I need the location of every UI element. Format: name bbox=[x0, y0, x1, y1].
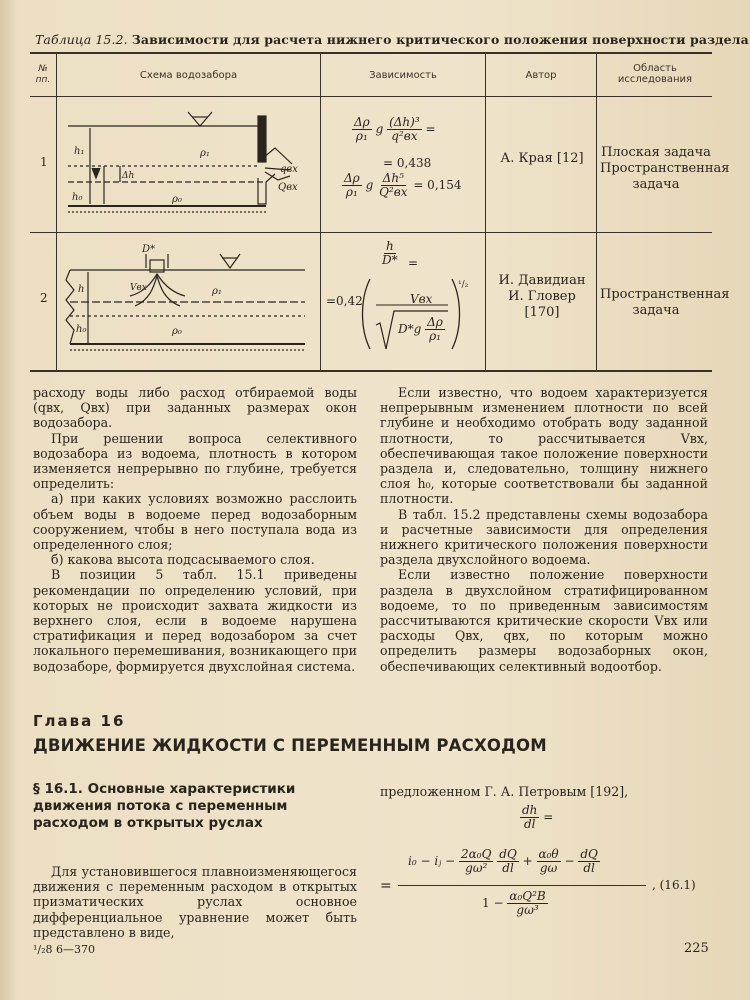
eq-main-fraction-bar bbox=[398, 885, 646, 886]
row1-formula-1-value: = 0,438 bbox=[383, 156, 432, 170]
eq-big-equals: = bbox=[380, 878, 392, 894]
header-dependence: Зависимость bbox=[369, 70, 437, 81]
table-caption-text: Зависимости для расчета нижнего критического положения поверхности раздела bbox=[131, 32, 749, 47]
row2-num: 2 bbox=[40, 291, 48, 305]
paragraph: а) при каких условиях возможно расслоить объем воды в водоеме перед водозаборным сооружением, чтобы в него поступала вода из определенного слоя; bbox=[33, 491, 357, 553]
paragraph: В табл. 15.2 представлены схемы водозабора и расчетные зависимости для определения нижнего критического положения поверхности раздела двухслойного водоема. bbox=[380, 506, 708, 568]
label-dh: Δh bbox=[122, 171, 135, 181]
header-num: № пп. bbox=[35, 64, 51, 85]
row1-formula-2: $\frac{\Delta\rho}{\text{ρ₁}}$ g $\frac{\text{Δh⁵}}{\text{Q²вх}}$ = 0,154 bbox=[344, 171, 462, 199]
row2-formula-power: ¹/₂ bbox=[458, 280, 469, 290]
eq-numerator: i₀ − iⱼ − $\frac{\text{2α₀Q}}{\text{gω²}}$ $\frac{dQ}{dl}$ + $\frac{\text{α₀θ}}{g\omega}$ − $\frac{dQ}{dl}$ bbox=[408, 847, 598, 875]
table-header-rule bbox=[30, 96, 712, 97]
chapter-title: ДВИЖЕНИЕ ЖИДКОСТИ С ПЕРЕМЕННЫМ РАСХОДОМ bbox=[33, 736, 547, 755]
table-col-rule bbox=[596, 52, 597, 370]
label-Vvx: Vвх bbox=[130, 283, 147, 293]
label-Qvx: Qвх bbox=[278, 182, 298, 193]
table-col-rule bbox=[485, 52, 486, 370]
eq-lhs: $\frac{dh}{dl}$ = bbox=[522, 803, 554, 831]
label-qvx: qвх bbox=[280, 164, 298, 175]
row2-area: Пространственная задача bbox=[600, 287, 730, 318]
label-h1: h₁ bbox=[74, 146, 85, 157]
paragraph: Если известно положение поверхности раздела в двухслойном стратифицированном водоеме, то по приведенным зависимостям рассчитываются критические скорости Vвх или расходы Qвх, qвх, по которым можно определить размеры водозаборных окон, обеспечивающих селективный водоотбор. bbox=[380, 567, 708, 674]
header-scheme: Схема водозабора bbox=[139, 70, 238, 81]
label-rho1: ρ₁ bbox=[212, 286, 222, 297]
paragraph: В позиции 5 табл. 15.1 приведены рекомендации по определению условий, при которых не происходит захвата жидкости из верхнего слоя, если в водоеме нарушена стратификация и перед водозабором за счет локального перемешивания, возникающего при водозаборе, формируется двухслойная система. bbox=[33, 567, 357, 674]
table-bottom-rule bbox=[30, 370, 712, 372]
label-h0: h₀ bbox=[76, 324, 87, 335]
page-number: 225 bbox=[684, 941, 709, 956]
printer-signature: ¹/₂8 6—370 bbox=[33, 943, 96, 956]
row2-formula-den: D*g $\frac{\Delta\rho}{\text{ρ₁}}$ bbox=[398, 315, 443, 343]
label-h0: h₀ bbox=[72, 192, 83, 203]
label-rho0: ρ₀ bbox=[172, 326, 182, 337]
table-top-rule bbox=[30, 52, 712, 54]
left-column bbox=[33, 385, 357, 674]
header-area: Область исследования bbox=[617, 63, 693, 85]
header-author: Автор bbox=[525, 70, 557, 81]
row1-num: 1 bbox=[40, 155, 48, 169]
paragraph: б) какова высота подсасываемого слоя. bbox=[51, 552, 315, 568]
row2-formula-top: $\frac{h}{D*}$ bbox=[382, 239, 398, 267]
eq-number-label: , (16.1) bbox=[652, 878, 696, 892]
row1-formula-1: $\frac{\Delta\rho}{\text{ρ₁}}$ g $\frac{\text{(Δh)³}}{\text{q²вх}}$ = bbox=[354, 115, 436, 143]
row2-scheme-diagram bbox=[60, 240, 315, 362]
paragraph: расходу воды либо расход отбираемой воды (qвх, Qвх) при заданных размерах окон водозабора. bbox=[33, 385, 357, 431]
table-caption bbox=[35, 32, 749, 47]
right-column bbox=[380, 385, 708, 674]
paragraph: Для установившегося плавноизменяющегося движения с переменным расходом в открытых призматических руслах основное дифференциальное уравнение может быть представлено в виде, bbox=[33, 864, 357, 940]
row1-author: А. Края [12] bbox=[500, 151, 584, 166]
row2-formula-vvx: Vвх bbox=[410, 292, 433, 306]
row1-scheme-diagram bbox=[60, 108, 315, 226]
equation-intro: предложенном Г. А. Петровым [192], bbox=[380, 784, 629, 799]
row2-formula-eq: = bbox=[408, 256, 419, 270]
label-h: h bbox=[78, 284, 85, 295]
label-D: D* bbox=[142, 244, 156, 255]
row1-area: Плоская задача Пространственная задача bbox=[600, 145, 730, 192]
table-col-rule bbox=[320, 52, 321, 370]
row2-author: И. Давидиан И. Гловер [170] bbox=[498, 273, 586, 320]
chapter-label: Глава 16 bbox=[33, 712, 126, 730]
table-caption-number: Таблица 15.2. bbox=[35, 32, 128, 47]
section-body bbox=[33, 864, 357, 940]
table-col-rule bbox=[56, 52, 57, 370]
section-title: § 16.1. Основные характеристики движения потока с переменным расходом в открытых руслах bbox=[33, 781, 296, 831]
label-rho1: ρ₁ bbox=[200, 148, 210, 159]
label-rho0: ρ₀ bbox=[172, 194, 182, 205]
paragraph: Если известно, что водоем характеризуется непрерывным изменением плотности по всей глубине и необходимо отобрать воду заданной плотности, то рассчитывается Vвх, обеспечивающая такое положение поверхности раздела и, следовательно, толщину нижнего слоя h₀, которые соответствовали бы заданной плотности. bbox=[380, 385, 708, 507]
paragraph: При решении вопроса селективного водозабора из водоема, плотность в котором изменяется непрерывно по глубине, требуется определить: bbox=[33, 430, 357, 492]
table-row-rule bbox=[30, 232, 712, 233]
row2-formula-coef: =0,42 bbox=[326, 294, 363, 308]
eq-denominator: 1 − $\frac{\text{α₀Q²B}}{\text{gω³}}$ bbox=[482, 889, 546, 917]
